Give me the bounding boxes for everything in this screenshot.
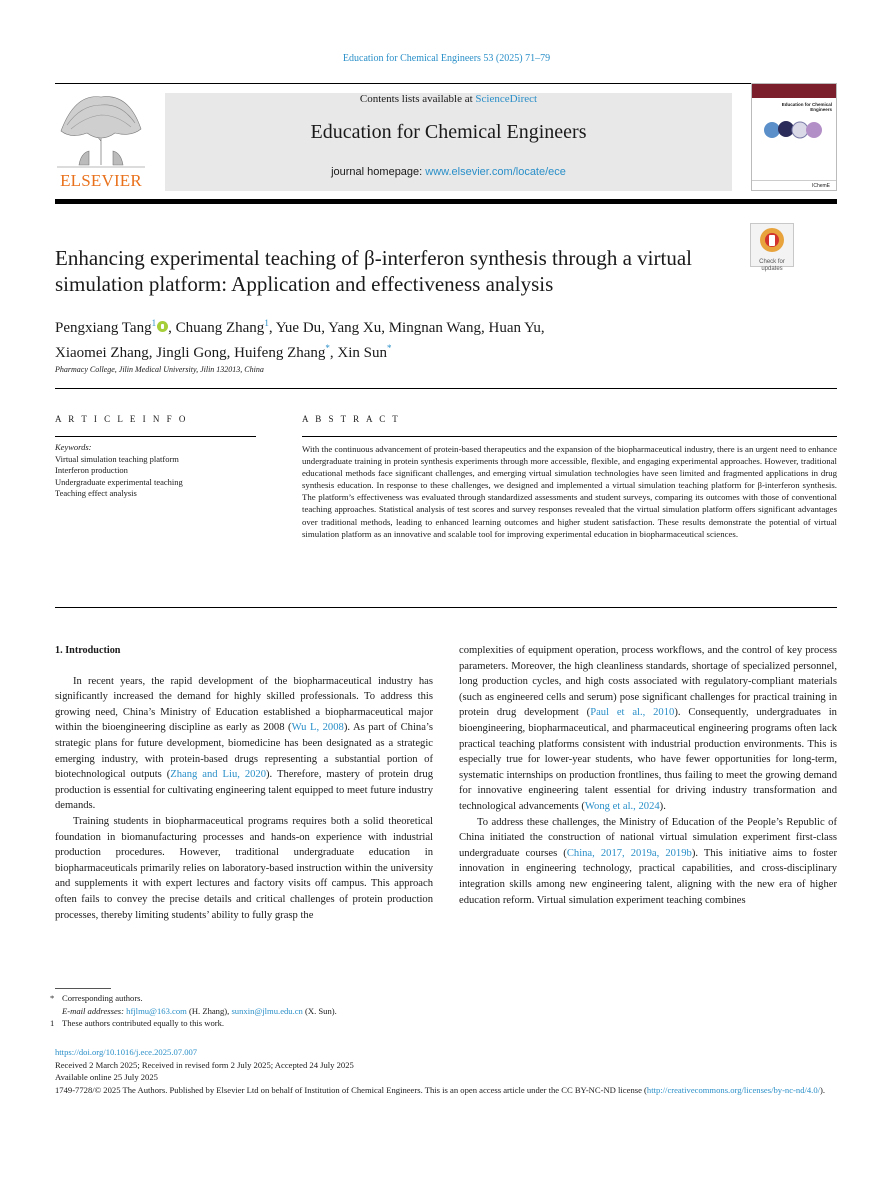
author-superscript[interactable]: 1 — [151, 318, 157, 328]
doi-link[interactable]: https://doi.org/10.1016/j.ece.2025.07.007 — [55, 1047, 198, 1057]
check-for-updates-button[interactable] — [750, 223, 794, 272]
author-name[interactable]: Pengxiang Tang — [55, 320, 152, 336]
contents-prefix: Contents lists available at — [359, 93, 476, 105]
keywords-label: Keywords: — [55, 442, 92, 452]
keyword-item: Interferon production — [55, 465, 128, 475]
article-info-rule — [55, 436, 256, 437]
footnote-text: (H. Zhang), — [186, 1005, 232, 1016]
author-name[interactable]: Huifeng Zhang — [234, 345, 326, 361]
check-updates-label: Check for updates — [759, 259, 785, 272]
email-label: E-mail addresses: — [62, 1005, 124, 1016]
citation-link[interactable]: Wu L, 2008 — [291, 722, 344, 734]
author-name[interactable]: Mingnan Wang — [388, 320, 481, 336]
license-link[interactable]: http://creativecommons.org/licenses/by-nc-nd/4.0/ — [646, 1084, 821, 1095]
sciencedirect-link[interactable]: ScienceDirect — [475, 93, 538, 105]
section-heading: 1. Introduction — [55, 645, 121, 656]
author-name[interactable]: Huan Yu — [488, 320, 541, 336]
footnote-mark: 1 — [50, 1018, 55, 1029]
paragraph — [55, 674, 433, 814]
email-link[interactable]: sunxin@jlmu.edu.cn — [231, 1005, 303, 1016]
author-separator: , — [168, 320, 176, 336]
masthead — [165, 93, 732, 191]
text-run: ). Consequently, undergraduates in bioengineering, biopharmaceutical, and pharmaceutical engineering programs often lack practical teaching platforms consistent with industrial production environments. This is especially true for lower-year students, who have fewer opportunities for long-term, systematic internships on production frontlines, thus failing to meet the growing demand for innovative engineering talent essential for driving industry transformation and technological advancements ( — [459, 707, 837, 812]
author-separator: , — [540, 320, 545, 336]
citation-link[interactable]: Zhang and Liu, 2020 — [170, 769, 267, 781]
author-separator: , — [381, 320, 389, 336]
footnote-equal-contribution — [50, 1017, 832, 1030]
text-run: ). As part of China’s strategic plans for future development, biomedicine has been designated as a strategic emerging industry, with protein-based drugs representing a substantial portion of biotechnological outputs ( — [55, 722, 433, 781]
author-separator: , — [226, 345, 235, 361]
abstract-bottom-rule — [55, 607, 837, 608]
cover-title: Education for Chemical Engineers — [781, 102, 832, 113]
keywords-block — [55, 442, 265, 500]
author-name[interactable]: Yue Du — [275, 320, 322, 336]
article-info-heading: A R T I C L E I N F O — [55, 414, 188, 424]
author-separator: , — [480, 320, 489, 336]
elsevier-logo[interactable] — [55, 91, 147, 191]
author-name[interactable]: Jingli Gong — [156, 345, 227, 361]
header-bottom-rule — [55, 199, 837, 204]
paragraph: Training students in biopharmaceutical programs requires both a solid theoretical foundation in biomanufacturing processes and hands-on experience with industrial production procedures. However, traditional undergraduate education in biopharmaceuticals primarily relies on laboratory-based instruction within the university and supplements it with expert lectures and factory visits off campus. This approach often fails to convey the precise details and critical challenges of protein production processes, thereby limiting students’ ability to fully grasp the — [55, 815, 433, 921]
keyword-item: Virtual simulation teaching platform — [55, 453, 179, 464]
keyword-item: Teaching effect analysis — [55, 488, 137, 498]
check-updates-icon — [759, 227, 785, 253]
footnote-text: (X. Sun). — [302, 1005, 337, 1016]
author-superscript[interactable]: * — [387, 343, 392, 353]
abstract-rule — [302, 436, 837, 437]
affiliation: Pharmacy College, Jilin Medical University, Jilin 132013, China — [55, 365, 264, 374]
license-text: 1749-7728/© 2025 The Authors. Published by Elsevier Ltd on behalf of Institution of Chemical Engineers. This is an open access article under the CC BY-NC-ND license ( — [55, 1084, 647, 1095]
author-separator: , — [148, 345, 157, 361]
abstract-text: With the continuous advancement of protein-based therapeutics and the expansion of the biopharmaceutical industry, there is an urgent need to enhance undergraduate training in protein synthesis experiments through more accessible, flexible, and engaging experimental approaches. However, traditional educational methods face significant challenges, and emerging virtual simulation technologies have seen limited and fragmented applications in drug synthesis education. In response to these challenges, we designed and implemented a virtual simulation teaching platform for β-interferon synthesis. The platform’s effectiveness was evaluated through standardized assessments and student surveys, comparing its outcomes with those of conventional teaching approaches. Statistical analysis of test scores and survey responses revealed that the virtual simulation platform offers significant advantages over traditional methods, leading to enhanced learning outcomes and higher student satisfaction. These results demonstrate the potential of virtual simulation platform as an innovative and scalable tool for improving experimental education in biopharmaceutical sciences. — [302, 444, 837, 539]
author-list — [55, 313, 775, 363]
affiliation-rule — [55, 388, 837, 389]
body-column-left — [55, 643, 433, 923]
elsevier-tree-icon — [55, 91, 147, 169]
author-name[interactable]: Yang Xu — [328, 320, 382, 336]
publisher-name: ELSEVIER — [60, 171, 142, 190]
journal-cover-thumbnail[interactable] — [751, 83, 837, 191]
homepage-line — [165, 166, 732, 178]
citation-link[interactable]: China, 2017, 2019a, 2019b — [566, 847, 692, 859]
cover-images-icon — [762, 120, 832, 140]
journal-citation[interactable]: Education for Chemical Engineers 53 (2025) 71–79 — [342, 53, 551, 64]
abstract-heading: A B S T R A C T — [302, 414, 401, 424]
author-separator: , — [321, 320, 329, 336]
article-history: Received 2 March 2025; Received in revised form 2 July 2025; Accepted 24 July 2025 — [55, 1059, 354, 1070]
keyword-item: Undergraduate experimental teaching — [55, 476, 183, 487]
journal-name: Education for Chemical Engineers — [310, 121, 587, 143]
body-column-right — [459, 643, 837, 908]
footnotes — [50, 992, 832, 1030]
footnote-emails — [62, 1005, 832, 1018]
homepage-link[interactable]: www.elsevier.com/locate/ece — [425, 166, 566, 178]
paragraph — [459, 815, 837, 909]
author-superscript[interactable]: 1 — [264, 318, 269, 328]
text-run: ). — [659, 800, 666, 812]
cover-band — [752, 84, 836, 98]
available-online: Available online 25 July 2025 — [55, 1072, 158, 1083]
author-name[interactable]: Xiaomei Zhang — [55, 345, 149, 361]
cover-footer: IChemE — [752, 180, 836, 190]
text-run: ). Therefore, mastery of protein drug production is essential for cultivating engineering talent equipped to meet future industry demands. — [55, 769, 433, 812]
text-run: In recent years, the rapid development of the biopharmaceutical industry has significantly increased the demand for highly skilled professionals. To address this growing need, China’s Ministry of Education established a biopharmaceutical major within the bioengineering discipline as early as 2008 ( — [55, 675, 433, 734]
email-link[interactable]: hfjlmu@163.com — [126, 1005, 187, 1016]
author-name[interactable]: Chuang Zhang — [175, 320, 265, 336]
text-run: To address these challenges, the Ministry of Education of the People’s Republic of China initiated the construction of national virtual simulation experiment first-class undergraduate courses ( — [459, 816, 837, 859]
article-title: Enhancing experimental teaching of β-interferon synthesis through a virtual simulation platform: Application and effectiveness analysis — [55, 246, 692, 296]
journal-header — [55, 83, 837, 193]
author-name[interactable]: Xin Sun — [337, 345, 387, 361]
author-superscript[interactable]: * — [325, 343, 330, 353]
text-run: complexities of equipment operation, process workflows, and the control of key process parameters. Moreover, the high cleanliness standards, shortage of specialized personnel, long production cycles, and high costs associated with regulatory-compliant materials (such as engineered cells and serum) pose significant challenges for practical training in protein drug development ( — [459, 645, 837, 719]
citation-link[interactable]: Wong et al., 2024 — [584, 800, 660, 812]
license-text: ). — [820, 1084, 826, 1095]
footnote-corresponding — [50, 992, 832, 1005]
article-metadata — [55, 1046, 837, 1096]
author-separator: , — [268, 320, 276, 336]
homepage-prefix: journal homepage: — [331, 166, 426, 178]
paragraph — [459, 643, 837, 815]
license-statement — [55, 1084, 837, 1097]
footnote-mark: * — [50, 993, 55, 1003]
text-run: ). This initiative aims to foster innovation in engineering technology, practical capabilities, and cross-disciplinary integration skills among new engineering talent, aligning with the new era of higher education reform. Virtual simulation experiment teaching combines — [459, 847, 837, 906]
footnote-rule — [55, 988, 111, 989]
contents-line — [165, 93, 732, 105]
footnote-text: These authors contributed equally to this work. — [62, 1018, 225, 1029]
author-separator: , — [329, 345, 338, 361]
orcid-icon[interactable] — [157, 321, 168, 332]
footnote-text: Corresponding authors. — [62, 993, 143, 1003]
citation-link[interactable]: Paul et al., 2010 — [590, 707, 675, 719]
